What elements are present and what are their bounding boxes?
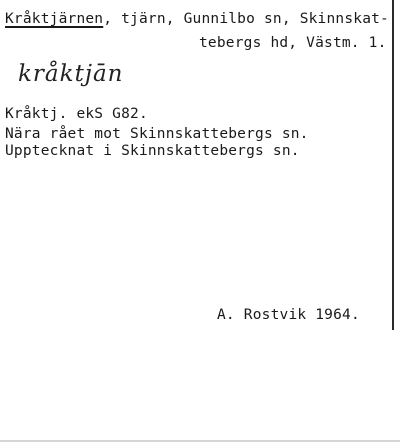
- entry-line-2: tebergs hd, Västm. 1.: [199, 35, 387, 51]
- phonetic-transcription: kråktjān: [18, 61, 124, 87]
- entry-location: , tjärn, Gunnilbo sn, Skinnskat-: [103, 11, 389, 27]
- entry-line-1: [5, 10, 389, 28]
- collector-signature: A. Rostvik 1964.: [217, 307, 360, 323]
- headword: Kråktjärnen: [5, 11, 104, 27]
- card-right-border: [392, 0, 394, 330]
- recording-note: Upptecknat i Skinnskattebergs sn.: [5, 143, 300, 159]
- location-note: Nära rået mot Skinnskattebergs sn.: [5, 126, 309, 142]
- source-reference: Kråktj. ekS G82.: [5, 106, 148, 122]
